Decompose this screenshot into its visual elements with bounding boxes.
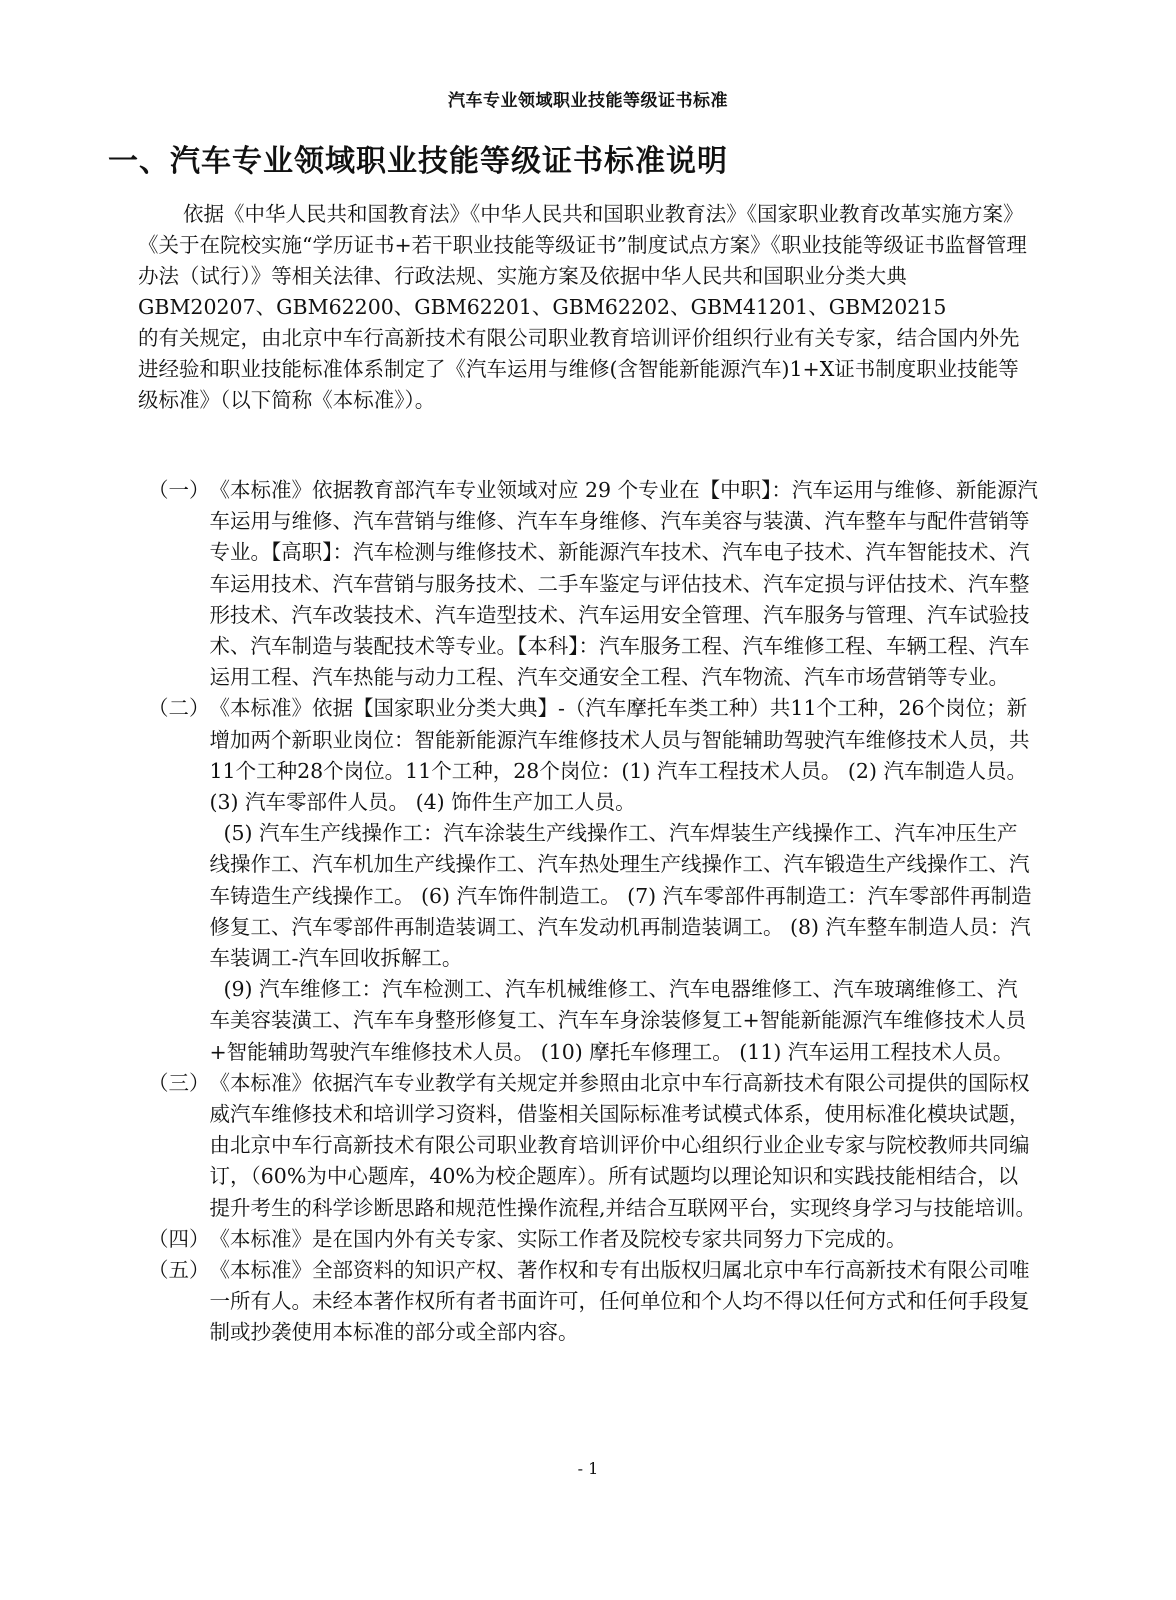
list-item-number: （五）	[148, 1258, 210, 1283]
list-item-paragraph: 《本标准》依据汽车专业教学有关规定并参照由北京中车行高新技术有限公司提供的国际权威汽车维修技术和培训学习资料，借鉴相关国际标准考试模式体系，使用标准化模块试题，由北京中车行高新技术有限公司职业教育培训评价中心组织行业企业专家与院校教师共同编订，（60%为中心题库，40%为校企题库）。所有试题均以理论知识和实践技能相结合，以提升考生的科学诊断思路和规范性操作流程,并结合互联网平台，实现终身学习与技能培训。	[209, 1070, 1037, 1220]
list-item-body	[210, 475, 1039, 693]
section-heading: 一、汽车专业领域职业技能等级证书标准说明	[108, 144, 728, 179]
list-item-paragraph: (5) 汽车生产线操作工：汽车涂装生产线操作工、汽车焊装生产线操作工、汽车冲压生产线操作工、汽车机加生产线操作工、汽车热处理生产线操作工、汽车锻造生产线操作工、汽车铸造生产线操作工。 (6) 汽车饰件制造工。 (7) 汽车零部件再制造工：汽车零部件再制造修复工、汽车零部件再制造装调工、汽车发动机再制造装调工。 (8) 汽车整车制造人员：汽车装调工-汽车回收拆解工。	[209, 821, 1032, 971]
list-item-paragraph: 《本标准》依据【国家职业分类大典】-（汽车摩托车类工种）共11个工种，26个岗位；新增加两个新职业岗位：智能新能源汽车维修技术人员与智能辅助驾驶汽车维修技术人员，共11个工种28个岗位。11个工种，28个岗位：(1) 汽车工程技术人员。 (2) 汽车制造人员。 (3) 汽车零部件人员。 (4) 饰件生产加工人员。	[209, 696, 1030, 815]
list-item-body	[210, 693, 1039, 1067]
list-item-paragraph: 《本标准》依据教育部汽车专业领域对应 29 个专业在【中职】：汽车运用与维修、新能源汽车运用与维修、汽车营销与维修、汽车车身维修、汽车美容与装潢、汽车整车与配件营销等专业。【高职】：汽车检测与维修技术、新能源汽车技术、汽车电子技术、汽车智能技术、汽车运用技术、汽车营销与服务技术、二手车鉴定与评估技术、汽车定损与评估技术、汽车整形技术、汽车改装技术、汽车造型技术、汽车运用安全管理、汽车服务与管理、汽车试验技术、汽车制造与装配技术等专业。【本科】：汽车服务工程、汽车维修工程、车辆工程、汽车运用工程、汽车热能与动力工程、汽车交通安全工程、汽车物流、汽车市场营销等专业。	[209, 478, 1038, 690]
intro-block	[138, 199, 1030, 416]
list-item-1	[148, 475, 1038, 693]
document-title: 汽车专业领域职业技能等级证书标准	[448, 91, 728, 111]
list-item-body	[210, 1255, 1039, 1349]
intro-paragraph-2: 的有关规定，由北京中车行高新技术有限公司职业教育培训评价组织行业有关专家，结合国内外先进经验和职业技能标准体系制定了《汽车运用与维修(含智能新能源汽车)1+X证书制度职业技能等级标准》（以下简称《本标准》）。	[138, 326, 1020, 412]
list-item-paragraph: 《本标准》全部资料的知识产权、著作权和专有出版权归属北京中车行高新技术有限公司唯一所有人。未经本著作权所有者书面许可，任何单位和个人均不得以任何方式和任何手段复制或抄袭使用本标准的部分或全部内容。	[209, 1258, 1030, 1345]
list-item-number: （一）	[148, 478, 210, 502]
list-item-number: （三）	[148, 1070, 210, 1095]
list-item-2	[148, 693, 1038, 1067]
list-item-3	[148, 1068, 1038, 1224]
list-item-body	[210, 1224, 1039, 1255]
list-item-number: （二）	[148, 696, 210, 721]
page-number: - 1	[577, 1459, 599, 1478]
numbered-list	[148, 475, 1038, 1349]
list-item-body	[210, 1068, 1039, 1224]
intro-paragraph-1: 依据《中华人民共和国教育法》《中华人民共和国职业教育法》《国家职业教育改革实施方案》《关于在院校实施“学历证书+若干职业技能等级证书”制度试点方案》《职业技能等级证书监督管理办法（试行）》等相关法律、行政法规、实施方案及依据中华人民共和国职业分类大典 GBM20207、GBM62200、GBM62201、GBM62202、GBM41201、GBM20215	[138, 202, 1027, 319]
list-item-number: （四）	[148, 1226, 210, 1251]
list-item-4	[148, 1224, 1038, 1255]
list-item-paragraph: (9) 汽车维修工：汽车检测工、汽车机械维修工、汽车电器维修工、汽车玻璃维修工、汽车美容装潢工、汽车车身整形修复工、汽车车身涂装修复工+智能新能源汽车维修技术人员+智能辅助驾驶汽车维修技术人员。 (10) 摩托车修理工。 (11) 汽车运用工程技术人员。	[209, 977, 1027, 1064]
list-item-paragraph: 《本标准》是在国内外有关专家、实际工作者及院校专家共同努力下完成的。	[209, 1226, 907, 1251]
list-item-5	[148, 1255, 1038, 1349]
